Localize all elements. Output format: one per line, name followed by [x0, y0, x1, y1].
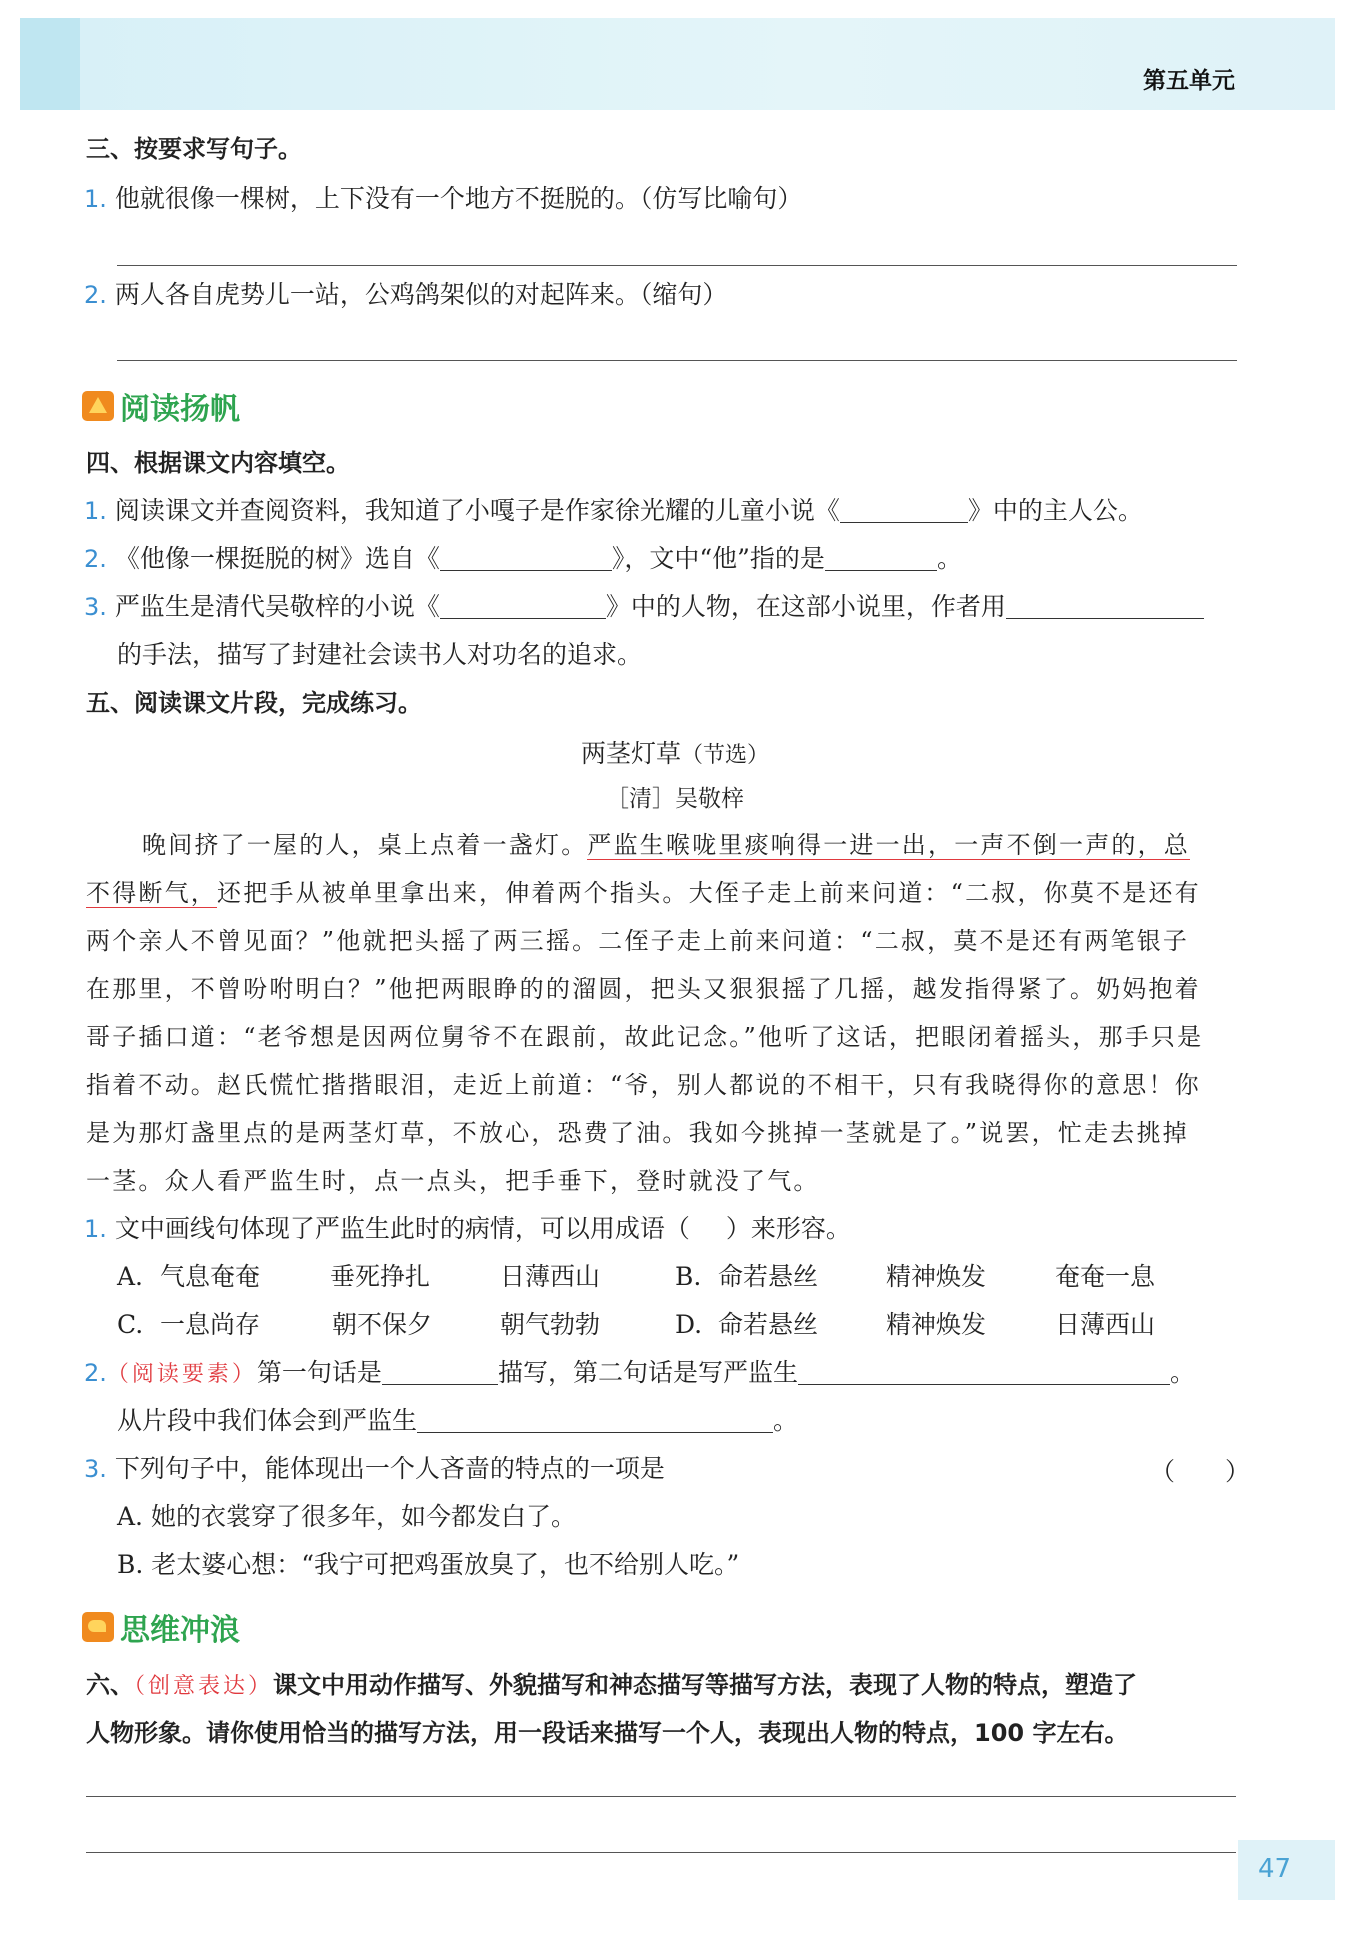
banner-thinking-text: 思维冲浪 — [120, 1613, 240, 1648]
creative-tag: （创意表达） — [134, 1674, 274, 1699]
s3-q2-text: 两人各自虎势儿一站，公鸡鸽架似的对起阵来。（缩句） — [114, 280, 728, 309]
s5-q3-option-a[interactable]: A. 她的衣裳穿了很多年，如今都发白了。 — [117, 1502, 576, 1531]
s5-q1-text-b: ）来形容。 — [725, 1214, 851, 1243]
s4-q1-text-b: 》中的主人公。 — [967, 496, 1143, 525]
section5-title: 五、阅读课文片段，完成练习。 — [86, 689, 422, 717]
option-b-item: 命若悬丝 — [718, 1262, 819, 1291]
s5-q3 — [84, 1452, 665, 1486]
q-number: 1. — [84, 185, 107, 213]
s5-q2-text-d: 从片段中我们体会到严监生 — [117, 1406, 418, 1435]
s5-q2-cont — [117, 1404, 798, 1438]
option-a-item: 气息奄奄 — [160, 1262, 261, 1291]
passage-line — [86, 876, 1201, 910]
passage-author: ［清］吴敬梓 — [606, 786, 744, 812]
s4-q1-text-a: 阅读课文并查阅资料，我知道了小嘎子是作家徐光耀的儿童小说《 — [114, 496, 840, 525]
underlined-sentence: 严监生喉咙里痰响得一进一出，一声不倒一声的，总 — [587, 831, 1191, 859]
q-number: 3. — [84, 1455, 107, 1483]
option-b-item: 精神焕发 — [886, 1262, 987, 1291]
option-a-label[interactable]: A. — [117, 1262, 144, 1291]
passage-note: （节选） — [681, 743, 770, 768]
s4-q1 — [84, 494, 1143, 528]
header-band — [20, 18, 1335, 110]
passage-line: 是为那灯盏里点的是两茎灯草，不放心，恐费了油。我如今挑掉一茎就是了。”说罢，忙走去挑掉 — [86, 1119, 1189, 1147]
s5-q2 — [84, 1356, 1195, 1392]
answer-line[interactable] — [86, 1796, 1236, 1797]
s4-q3-cont: 的手法，描写了封建社会读书人对功名的追求。 — [117, 640, 643, 669]
fill-blank[interactable] — [840, 496, 968, 523]
underlined-sentence: 不得断气， — [86, 879, 217, 907]
fill-blank[interactable] — [417, 1406, 773, 1433]
wave-icon — [82, 1612, 114, 1642]
option-d-item: 命若悬丝 — [718, 1310, 819, 1339]
s5-q3-text: 下列句子中，能体现出一个人吝啬的特点的一项是 — [114, 1454, 665, 1483]
passage-line: 在那里，不曾吩咐明白？”他把两眼睁的的溜圆，把头又狠狠摇了几摇，越发指得紧了。奶妈抱着 — [86, 975, 1201, 1003]
page-number: 47 — [1258, 1854, 1292, 1884]
reading-element-tag: （阅读要素） — [106, 1362, 257, 1387]
s4-q2 — [84, 542, 962, 576]
q-number: 2. — [84, 281, 107, 309]
section6-line1 — [86, 1668, 1137, 1704]
q-number: 1. — [84, 497, 107, 525]
option-b-item: 奄奄一息 — [1055, 1262, 1156, 1291]
fill-blank[interactable] — [825, 544, 937, 571]
s5-q2-text-c: 。 — [1169, 1358, 1195, 1387]
q-number: 2. — [84, 545, 107, 573]
option-d-label[interactable]: D. — [675, 1310, 703, 1339]
s5-q3-option-b[interactable]: B. 老太婆心想：“我宁可把鸡蛋放臭了，也不给别人吃。” — [117, 1550, 740, 1579]
s5-q1 — [84, 1212, 851, 1246]
option-c-item: 一息尚存 — [160, 1310, 261, 1339]
option-d-item: 精神焕发 — [886, 1310, 987, 1339]
answer-line[interactable] — [117, 265, 1237, 266]
passage-text: 晚间挤了一屋的人，桌上点着一盏灯。 — [142, 831, 588, 859]
s4-q3-text-b: 》中的人物，在这部小说里，作者用 — [605, 592, 1006, 621]
passage-title-text: 两茎灯草 — [580, 739, 681, 768]
fill-blank[interactable] — [382, 1358, 498, 1385]
q-number: 3. — [84, 593, 107, 621]
passage-text: 还把手从被单里拿出来，伸着两个指头。大侄子走上前来问道：“二叔，你莫不是还有 — [217, 879, 1201, 907]
passage-line: 一茎。众人看严监生时，点一点头，把手垂下，登时就没了气。 — [86, 1167, 820, 1195]
passage-title — [0, 734, 1350, 770]
option-b-label[interactable]: B. — [675, 1262, 702, 1291]
s5-q2-text-b: 描写，第二句话是写严监生 — [497, 1358, 798, 1387]
s4-q2-text-b: 》，文中“他”指的是 — [611, 544, 825, 573]
section6-line2: 人物形象。请你使用恰当的描写方法，用一段话来描写一个人，表现出人物的特点，100 字左右。 — [86, 1719, 1129, 1747]
fill-blank[interactable] — [440, 592, 606, 619]
section4-title: 四、根据课文内容填空。 — [86, 449, 350, 477]
s3-q1-text: 他就很像一棵树，上下没有一个地方不挺脱的。（仿写比喻句） — [114, 184, 803, 213]
banner-reading-text: 阅读扬帆 — [120, 392, 240, 427]
fill-blank[interactable] — [798, 1358, 1170, 1385]
passage-line: 指着不动。赵氏慌忙揩揩眼泪，走近上前道：“爷，别人都说的不相干，只有我晓得你的意思！你 — [86, 1071, 1201, 1099]
passage-line — [142, 828, 1190, 862]
s4-q2-text-c: 。 — [936, 544, 962, 573]
banner-reading — [82, 384, 240, 428]
option-d-item: 日薄西山 — [1055, 1310, 1156, 1339]
s5-q2-text-a: 第一句话是 — [256, 1358, 382, 1387]
section6-prefix: 六、 — [86, 1671, 134, 1699]
option-c-label[interactable]: C. — [117, 1310, 144, 1339]
section6-text-1: 课文中用动作描写、外貌描写和神态描写等描写方法，表现了人物的特点，塑造了 — [273, 1671, 1138, 1699]
s3-q2 — [84, 278, 727, 312]
s4-q2-text-a: 《他像一棵挺脱的树》选自《 — [114, 544, 440, 573]
passage-line: 哥子插口道：“老爷想是因两位舅爷不在跟前，故此记念。”他听了这话，把眼闭着摇头，那手只是 — [86, 1023, 1204, 1051]
option-a-item: 垂死挣扎 — [330, 1262, 431, 1291]
unit-title: 第五单元 — [1143, 68, 1235, 94]
option-c-item: 朝气勃勃 — [500, 1310, 601, 1339]
s5-q1-text-a: 文中画线句体现了严监生此时的病情，可以用成语（ — [114, 1214, 690, 1243]
option-c-item: 朝不保夕 — [332, 1310, 433, 1339]
q-number: 2. — [84, 1359, 107, 1387]
passage-line: 两个亲人不曾见面？”他就把头摇了两三摇。二侄子走上前来问道：“二叔，莫不是还有两笔银子 — [86, 927, 1190, 955]
sail-icon — [82, 391, 114, 421]
s4-q3 — [84, 590, 1204, 624]
answer-paren[interactable]: （ ） — [1150, 1457, 1251, 1486]
section3-title: 三、按要求写句子。 — [86, 135, 302, 163]
option-a-item: 日薄西山 — [500, 1262, 601, 1291]
q-number: 1. — [84, 1215, 107, 1243]
answer-line[interactable] — [86, 1852, 1236, 1853]
banner-thinking — [82, 1605, 240, 1649]
fill-blank[interactable] — [1006, 592, 1204, 619]
s5-q2-text-e: 。 — [773, 1406, 799, 1435]
s4-q3-text-a: 严监生是清代吴敬梓的小说《 — [114, 592, 440, 621]
answer-line[interactable] — [117, 360, 1237, 361]
s3-q1 — [84, 182, 802, 216]
fill-blank[interactable] — [440, 544, 612, 571]
